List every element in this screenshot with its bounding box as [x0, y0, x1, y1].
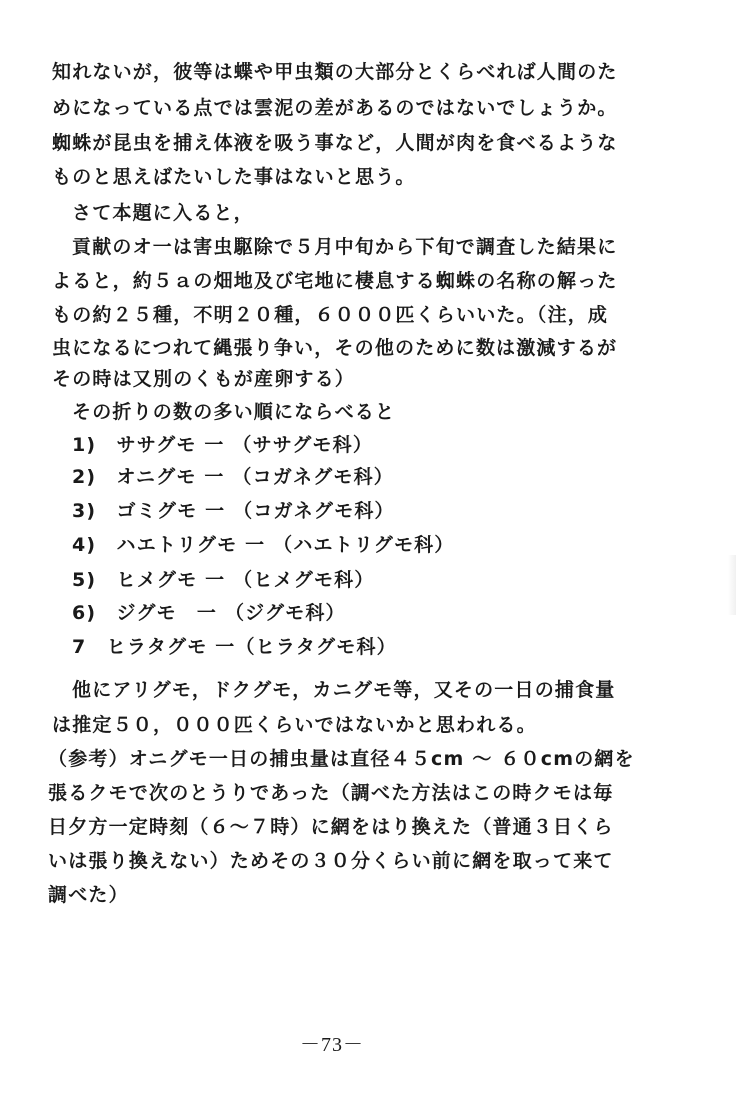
text-line: もの約２５種，不明２０種，６０００匹くらいいた。（注，成: [52, 304, 609, 326]
scan-edge-shadow: [728, 555, 736, 615]
text-line: ものと思えばたいした事はないと思う。: [52, 166, 416, 188]
page-number: －73－: [300, 1034, 364, 1056]
list-item: 6) ジグモ 一 （ジグモ科）: [72, 602, 346, 624]
text-line: その時は又別のくもが産卵する）: [52, 368, 356, 390]
text-line: さて本題に入ると，: [72, 202, 254, 224]
list-item: 5) ヒメグモ 一 （ヒメグモ科）: [72, 569, 375, 591]
text-line: 虫になるにつれて縄張り争い，その他のために数は激減するが: [52, 337, 618, 359]
list-item: 1) ササグモ 一 （ササグモ科）: [72, 434, 374, 456]
text-line: 貢献のオ一は害虫駆除で５月中旬から下旬で調査した結果に: [72, 236, 618, 258]
text-line: その折りの数の多い順にならべると: [72, 401, 396, 423]
text-line: いは張り換えない）ためその３０分くらい前に網を取って来て: [48, 850, 614, 872]
list-item: 4) ハエトリグモ 一 （ハエトリグモ科）: [72, 534, 455, 556]
list-item: 3) ゴミグモ 一 （コガネグモ科）: [72, 500, 395, 522]
text-line: 他にアリグモ，ドクグモ，カニグモ等，又その一日の捕食量: [72, 679, 616, 701]
list-item: 7 ヒラタグモ 一（ヒラタグモ科）: [72, 636, 397, 658]
text-line: 蜘蛛が昆虫を捕え体液を吸う事など，人間が肉を食べるような: [52, 132, 618, 154]
text-line: は推定５０，０００匹くらいではないかと思われる。: [52, 714, 537, 736]
text-line: 張るクモで次のとうりであった（調べた方法はこの時クモは毎: [48, 782, 614, 804]
text-line: 知れないが，彼等は蝶や甲虫類の大部分とくらべれば人間のた: [52, 61, 618, 83]
text-line: めになっている点では雲泥の差があるのではないでしょうか。: [52, 97, 618, 119]
text-line: 日夕方一定時刻（６～７時）に網をはり換えた（普通３日くら: [48, 816, 614, 838]
text-line: よると，約５ａの畑地及び宅地に棲息する蜘蛛の名称の解った: [52, 270, 618, 292]
text-line: （参考）オニグモ一日の捕虫量は直径４５cm ～ ６０cmの網を: [48, 748, 635, 770]
text-line: 調べた）: [48, 884, 129, 906]
list-item: 2) オニグモ 一 （コガネグモ科）: [72, 466, 394, 488]
